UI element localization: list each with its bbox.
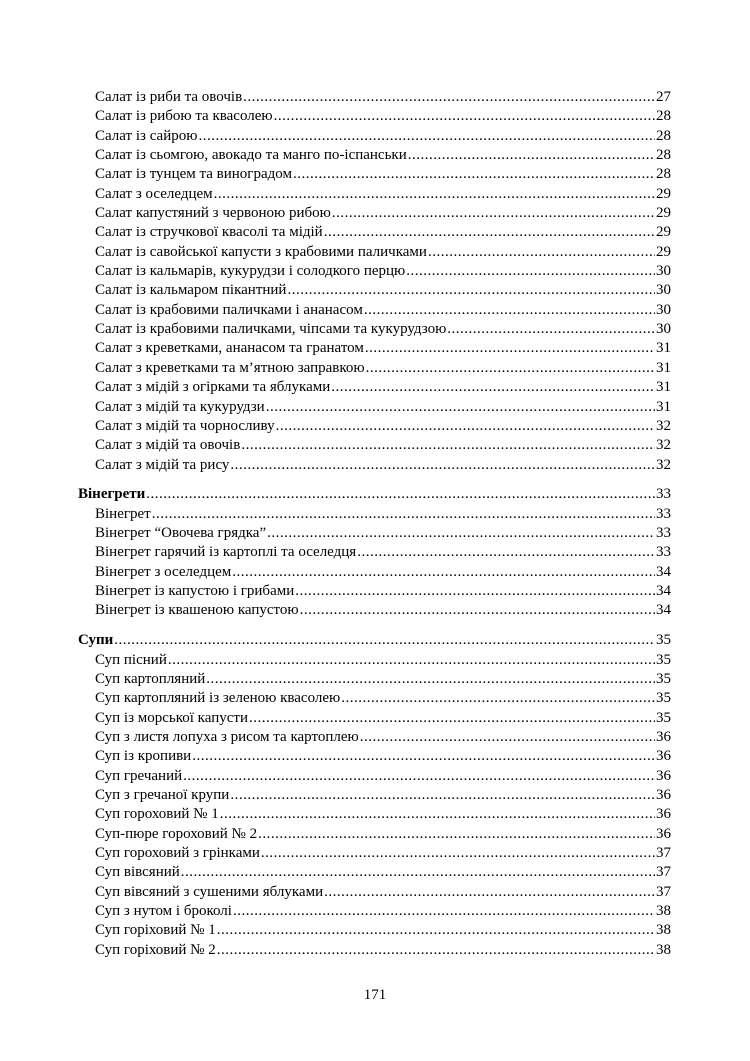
dot-leader: [366, 359, 655, 378]
entry-page-number: 28: [656, 127, 671, 144]
toc-entry: [78, 262, 671, 281]
dot-leader: [181, 863, 655, 882]
entry-title: Салат з мідій та рису: [95, 456, 230, 473]
entry-page-number: 37: [656, 845, 671, 862]
dot-leader: [206, 670, 655, 689]
entry-page-number: 36: [656, 748, 671, 765]
toc-entry: [78, 921, 671, 940]
toc-entry: [78, 185, 671, 204]
toc-entry: [78, 505, 671, 524]
dot-leader: [114, 631, 655, 650]
dot-leader: [357, 543, 655, 562]
entry-page-number: 38: [656, 941, 671, 958]
entry-page-number: 29: [656, 185, 671, 202]
entry-title: Салат із сьомгою, авокадо та манго по-іспанськи: [95, 147, 407, 164]
dot-leader: [332, 204, 655, 223]
entry-title: Салат із риби та овочів: [95, 89, 243, 105]
dot-leader: [249, 709, 655, 728]
entry-page-number: 28: [656, 166, 671, 183]
entry-page-number: 36: [656, 729, 671, 745]
toc-entry: [78, 689, 671, 708]
entry-page-number: 32: [656, 437, 671, 454]
toc-entry: [78, 398, 671, 417]
entry-title: Суп картопляний: [95, 670, 206, 687]
dot-leader: [243, 88, 655, 107]
entry-page-number: 31: [656, 398, 671, 415]
entry-title: Вінегрет “Овочева грядка”: [95, 525, 267, 542]
entry-title: Салат з мідій з огірками та яблуками: [95, 379, 331, 396]
dot-leader: [274, 107, 655, 126]
entry-title: Салат капустяний з червоною рибою: [95, 205, 331, 222]
entry-title: Суп-пюре гороховий № 2: [95, 825, 258, 842]
dot-leader: [408, 146, 655, 165]
entry-page-number: 28: [656, 147, 671, 164]
dot-leader: [266, 398, 655, 417]
toc-entry: [78, 204, 671, 223]
toc-entry: [78, 825, 671, 844]
table-of-contents: [78, 88, 671, 960]
entry-title: Салат із кальмаром пікантний: [95, 282, 287, 299]
dot-leader: [217, 941, 655, 960]
toc-entry: [78, 805, 671, 824]
entry-title: Суп гороховий з грінками: [95, 845, 260, 862]
dot-leader: [230, 456, 655, 475]
toc-entry: [78, 417, 671, 436]
page-number: 171: [363, 987, 387, 1003]
entry-page-number: 27: [656, 89, 671, 105]
entry-title: Салат з оселедцем: [95, 185, 213, 202]
entry-page-number: 33: [656, 525, 671, 542]
dot-leader: [324, 223, 655, 242]
dot-leader: [276, 417, 655, 436]
toc-entry: [78, 786, 671, 805]
toc-entry: [78, 456, 671, 475]
entry-title: Суп з листя лопуха з рисом та картоплею: [95, 729, 359, 745]
entry-title: Вінегрет гарячий із картоплі та оселедця: [95, 544, 357, 561]
toc-entry: [78, 243, 671, 262]
dot-leader: [258, 825, 655, 844]
entry-page-number: 33: [656, 486, 671, 503]
entry-page-number: 29: [656, 224, 671, 241]
entry-title: Салат із рибою та квасолею: [95, 108, 273, 125]
entry-page-number: 32: [656, 417, 671, 434]
toc-entry: [78, 436, 671, 455]
entry-page-number: 38: [656, 903, 671, 920]
dot-leader: [146, 485, 655, 504]
dot-leader: [214, 185, 655, 204]
toc-entry: [78, 670, 671, 689]
entry-page-number: 38: [656, 922, 671, 939]
dot-leader: [365, 339, 655, 358]
entry-title: Суп із кропиви: [95, 748, 192, 765]
toc-entry: [78, 378, 671, 397]
entry-title: Салат із крабовими паличками і ананасом: [95, 301, 363, 318]
toc-entry: [78, 941, 671, 960]
entry-title: Суп картопляний із зеленою квасолею: [95, 690, 341, 707]
entry-page-number: 35: [656, 632, 671, 649]
entry-title: Суп з нутом і броколі: [95, 903, 232, 920]
entry-page-number: 29: [656, 205, 671, 222]
toc-entry: [78, 359, 671, 378]
entry-page-number: 35: [656, 651, 671, 668]
entry-page-number: 37: [656, 864, 671, 881]
section-title: Вінегрети: [78, 486, 146, 503]
entry-page-number: 33: [656, 505, 671, 522]
entry-title: Салат з мідій та чорносливу: [95, 417, 275, 434]
dot-leader: [360, 728, 655, 747]
entry-title: Суп горіховий № 2: [95, 941, 216, 958]
entry-title: Салат із стручкової квасолі та мідій: [95, 224, 323, 241]
toc-entry: [78, 902, 671, 921]
dot-leader: [447, 320, 655, 339]
entry-page-number: 31: [656, 340, 671, 357]
entry-title: Суп з гречаної крупи: [95, 787, 230, 804]
entry-title: Суп вівсяний: [95, 864, 180, 881]
toc-section-heading: [78, 631, 671, 650]
entry-title: Салат із крабовими паличками, чіпсами та кукурудзою: [95, 321, 447, 338]
dot-leader: [293, 165, 655, 184]
entry-page-number: 36: [656, 767, 671, 784]
dot-leader: [217, 921, 655, 940]
toc-entry: [78, 767, 671, 786]
entry-page-number: 35: [656, 709, 671, 726]
dot-leader: [295, 582, 655, 601]
entry-title: Салат із сайрою: [95, 127, 198, 144]
entry-title: Вінегрет із капустою і грибами: [95, 583, 295, 600]
entry-page-number: 35: [656, 670, 671, 687]
section-title: Супи: [78, 632, 114, 649]
dot-leader: [324, 883, 655, 902]
entry-title: Суп вівсяний з сушеними яблуками: [95, 883, 324, 900]
entry-page-number: 32: [656, 456, 671, 473]
toc-entry: [78, 563, 671, 582]
dot-leader: [331, 378, 655, 397]
section-gap: [78, 475, 671, 486]
toc-entry: [78, 844, 671, 863]
toc-entry: [78, 601, 671, 620]
toc-entry: [78, 301, 671, 320]
dot-leader: [220, 805, 655, 824]
toc-entry: [78, 339, 671, 358]
entry-page-number: 30: [656, 301, 671, 318]
toc-entry: [78, 883, 671, 902]
entry-title: Салат із тунцем та виноградом: [95, 166, 292, 183]
dot-leader: [192, 747, 655, 766]
entry-page-number: 36: [656, 787, 671, 804]
dot-leader: [232, 563, 655, 582]
entry-page-number: 31: [656, 379, 671, 396]
toc-entry: [78, 146, 671, 165]
toc-entry: [78, 107, 671, 126]
entry-page-number: 36: [656, 825, 671, 842]
entry-page-number: 33: [656, 544, 671, 561]
entry-title: Салат з мідій та овочів: [95, 437, 241, 454]
entry-title: Вінегрет: [95, 505, 151, 522]
toc-entry: [78, 863, 671, 882]
toc-entry: [78, 127, 671, 146]
dot-leader: [364, 301, 655, 320]
toc-entry: [78, 582, 671, 601]
entry-title: Вінегрет з оселедцем: [95, 563, 232, 580]
dot-leader: [300, 601, 655, 620]
toc-entry: [78, 223, 671, 242]
section-gap: [78, 621, 671, 632]
toc-entry: [78, 709, 671, 728]
entry-title: Суп гречаний: [95, 767, 183, 784]
entry-title: Суп гороховий № 1: [95, 806, 219, 823]
dot-leader: [168, 651, 655, 670]
dot-leader: [183, 767, 655, 786]
entry-title: Суп із морської капусти: [95, 709, 248, 726]
entry-title: Салат з креветками та м’ятною заправкою: [95, 359, 365, 376]
dot-leader: [230, 786, 655, 805]
toc-entry: [78, 88, 671, 107]
entry-title: Салат з креветками, ананасом та гранатом: [95, 340, 364, 357]
dot-leader: [152, 505, 655, 524]
toc-entry: [78, 320, 671, 339]
toc-section-heading: [78, 485, 671, 504]
entry-page-number: 28: [656, 108, 671, 125]
entry-page-number: 30: [656, 282, 671, 299]
dot-leader: [233, 902, 655, 921]
entry-title: Салат із савойської капусти з крабовими паличками: [95, 243, 427, 260]
entry-page-number: 34: [656, 563, 671, 580]
toc-entry: [78, 165, 671, 184]
entry-title: Суп горіховий № 1: [95, 922, 216, 939]
entry-page-number: 29: [656, 243, 671, 260]
toc-entry: [78, 543, 671, 562]
entry-title: Салат з мідій та кукурудзи: [95, 398, 265, 415]
entry-page-number: 31: [656, 359, 671, 376]
entry-page-number: 37: [656, 883, 671, 900]
entry-title: Суп пісний: [95, 651, 167, 668]
toc-entry: [78, 281, 671, 300]
dot-leader: [198, 127, 655, 146]
entry-page-number: 36: [656, 806, 671, 823]
entry-page-number: 30: [656, 263, 671, 280]
dot-leader: [428, 243, 655, 262]
toc-entry: [78, 524, 671, 543]
dot-leader: [287, 281, 655, 300]
dot-leader: [341, 689, 655, 708]
toc-entry: [78, 728, 671, 747]
dot-leader: [261, 844, 655, 863]
entry-page-number: 34: [656, 583, 671, 600]
entry-title: Вінегрет із квашеною капустою: [95, 602, 299, 619]
entry-page-number: 35: [656, 690, 671, 707]
entry-page-number: 30: [656, 321, 671, 338]
toc-entry: [78, 651, 671, 670]
dot-leader: [267, 524, 655, 543]
entry-title: Салат із кальмарів, кукурудзи і солодкого перцю: [95, 263, 406, 280]
toc-entry: [78, 747, 671, 766]
dot-leader: [241, 436, 655, 455]
dot-leader: [406, 262, 655, 281]
entry-page-number: 34: [656, 602, 671, 619]
